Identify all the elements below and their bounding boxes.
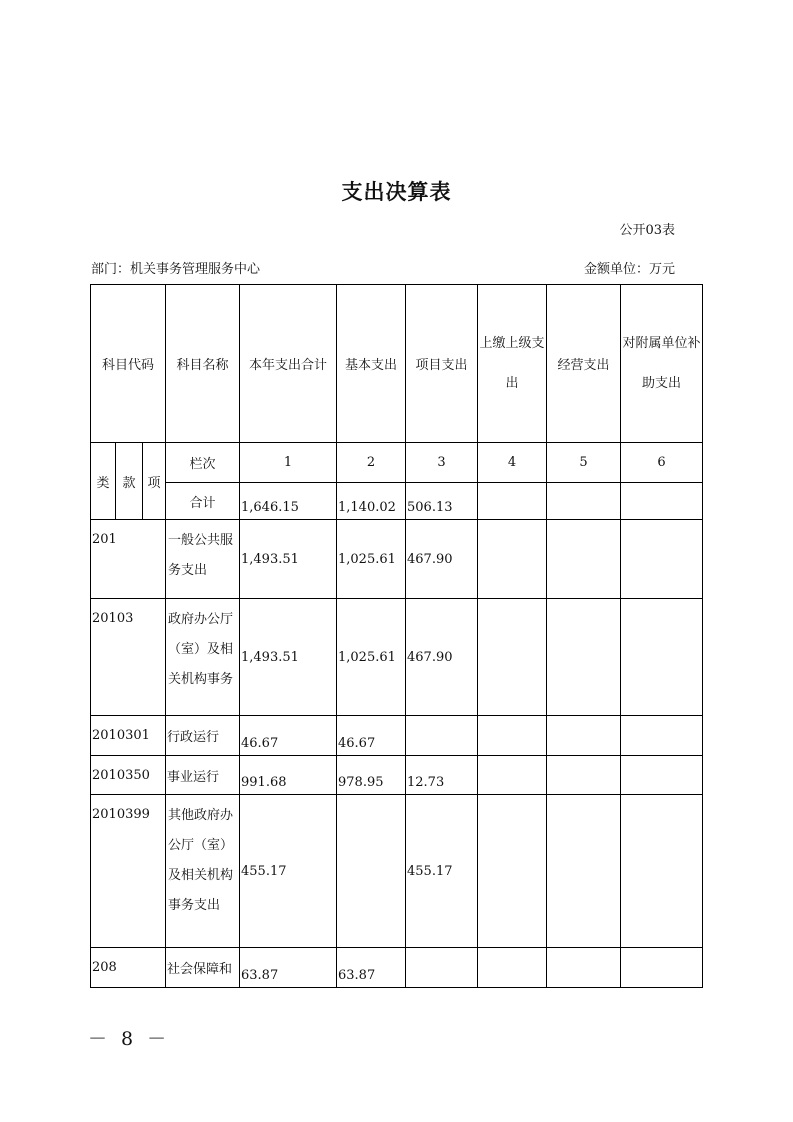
- row-business: [547, 795, 621, 948]
- table-row: [91, 795, 703, 948]
- amount-unit-label: 金额单位：万元: [583, 262, 675, 277]
- row-project: 467.90: [406, 599, 478, 716]
- row-project: [406, 948, 478, 988]
- row-code: 2010399: [91, 795, 166, 948]
- row-business: [547, 599, 621, 716]
- header-name: 科目名称: [166, 285, 240, 443]
- page-number: － 8 －: [88, 1028, 171, 1050]
- row-total: 991.68: [240, 756, 337, 795]
- row-upper: [478, 948, 547, 988]
- table-row: [91, 716, 703, 756]
- column-index-6: 6: [621, 443, 703, 483]
- row-basic: 978.95: [337, 756, 406, 795]
- header-business: 经营支出: [547, 285, 621, 443]
- row-code: 201: [91, 520, 166, 599]
- table-row: [91, 948, 703, 988]
- row-subsidy: [621, 599, 703, 716]
- row-code: 208: [91, 948, 166, 988]
- row-total: 63.87: [240, 948, 337, 988]
- row-total: 455.17: [240, 795, 337, 948]
- department-label: 部门：机关事务管理服务中心: [91, 262, 261, 277]
- expenditure-table: [90, 284, 703, 988]
- row-basic: [337, 795, 406, 948]
- row-subsidy: [621, 716, 703, 756]
- row-project: [406, 716, 478, 756]
- column-index-1: 1: [240, 443, 337, 483]
- row-name: 社会保障和: [166, 948, 240, 988]
- sum-business: [547, 483, 621, 520]
- row-basic: 1,025.61: [337, 520, 406, 599]
- row-upper: [478, 716, 547, 756]
- sum-project: 506.13: [406, 483, 478, 520]
- row-subsidy: [621, 795, 703, 948]
- header-upper: 上缴上级支出: [478, 285, 547, 443]
- column-index-5: 5: [547, 443, 621, 483]
- header-lei: 类: [91, 443, 116, 520]
- sum-row: [91, 483, 703, 520]
- sum-label: 合计: [166, 483, 240, 520]
- row-name: 政府办公厅（室）及相关机构事务: [166, 599, 240, 716]
- row-upper: [478, 520, 547, 599]
- row-business: [547, 716, 621, 756]
- column-index-row: [91, 443, 703, 483]
- header-kuan: 款: [116, 443, 143, 520]
- row-code: 20103: [91, 599, 166, 716]
- sum-upper: [478, 483, 547, 520]
- row-project: 467.90: [406, 520, 478, 599]
- row-business: [547, 948, 621, 988]
- header-project: 项目支出: [406, 285, 478, 443]
- row-upper: [478, 795, 547, 948]
- column-index-label: 栏次: [166, 443, 240, 483]
- header-basic: 基本支出: [337, 285, 406, 443]
- table-row: [91, 520, 703, 599]
- row-basic: 1,025.61: [337, 599, 406, 716]
- row-subsidy: [621, 948, 703, 988]
- row-basic: 63.87: [337, 948, 406, 988]
- column-index-4: 4: [478, 443, 547, 483]
- row-subsidy: [621, 756, 703, 795]
- row-name: 一般公共服务支出: [166, 520, 240, 599]
- sum-subsidy: [621, 483, 703, 520]
- column-index-2: 2: [337, 443, 406, 483]
- row-subsidy: [621, 520, 703, 599]
- row-total: 46.67: [240, 716, 337, 756]
- row-total: 1,493.51: [240, 520, 337, 599]
- row-project: 12.73: [406, 756, 478, 795]
- header-code: 科目代码: [91, 285, 166, 443]
- page-title: 支出决算表: [341, 180, 452, 204]
- header-subsidy: 对附属单位补助支出: [621, 285, 703, 443]
- row-project: 455.17: [406, 795, 478, 948]
- table-row: [91, 599, 703, 716]
- row-code: 2010301: [91, 716, 166, 756]
- row-name: 行政运行: [166, 716, 240, 756]
- row-business: [547, 520, 621, 599]
- row-name: 其他政府办公厅（室）及相关机构事务支出: [166, 795, 240, 948]
- row-basic: 46.67: [337, 716, 406, 756]
- header-row: [91, 285, 703, 443]
- row-upper: [478, 599, 547, 716]
- header-xiang: 项: [143, 443, 166, 520]
- table-row: [91, 756, 703, 795]
- row-code: 2010350: [91, 756, 166, 795]
- column-index-3: 3: [406, 443, 478, 483]
- row-name: 事业运行: [166, 756, 240, 795]
- form-number: 公开03表: [619, 223, 675, 238]
- row-upper: [478, 756, 547, 795]
- sum-basic: 1,140.02: [337, 483, 406, 520]
- sum-total: 1,646.15: [240, 483, 337, 520]
- header-total: 本年支出合计: [240, 285, 337, 443]
- row-business: [547, 756, 621, 795]
- row-total: 1,493.51: [240, 599, 337, 716]
